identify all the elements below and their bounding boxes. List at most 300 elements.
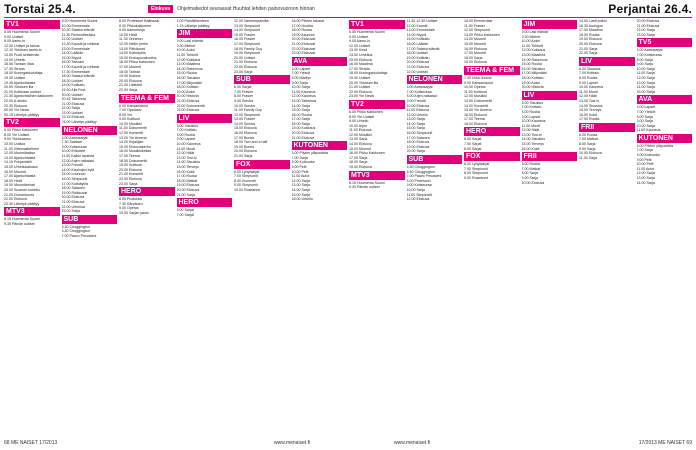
program-listing: 7.00 Sarja [291, 155, 308, 160]
program-listing: 22.00 Sarja [119, 87, 138, 92]
program-listing: 17.00 Huuttia [291, 23, 313, 28]
program-listing: 23.00 Sarja [119, 181, 138, 186]
program-listing: 14.00 Sisustus [579, 103, 603, 108]
program-listing: 13.00 Kesä [349, 48, 368, 53]
program-listing: 21.00 Lääkärit [119, 83, 142, 88]
schedule-column-thu-6 [292, 19, 348, 440]
program-listing: 15.00 Muumit [464, 41, 486, 46]
program-listing: 16.00 Musiikkikellari [119, 149, 152, 154]
program-listing: 9.00 Lapset [521, 114, 541, 119]
program-listing: 13.00 Sarja [349, 137, 368, 142]
program-listing: 20.00 Uutiset [61, 92, 83, 97]
program-listing: 7.30 Kärpänen [119, 201, 143, 206]
program-listing: 12.00 Kauneus [291, 94, 316, 99]
program-listing: 23.15 Elokuva [61, 115, 85, 120]
program-listing: 21.00 Sarja [579, 46, 598, 51]
program-listing: 12.30 Kauniit ja rohkeat [61, 41, 100, 46]
program-listing: 11.00 Autot [291, 174, 310, 179]
program-listing: 10.00 Kauneus [579, 85, 604, 90]
program-listing: 6.00 Puolukka [119, 197, 142, 202]
program-listing: 10.00 Sarja [636, 66, 655, 71]
program-listing: 22.00 Sarja [61, 106, 80, 111]
program-listing: 17.00 Muumit [119, 64, 141, 69]
program-listing: 13.00 Tosi-tv [521, 132, 542, 137]
program-listing: 11.00 Family Guy [234, 108, 262, 113]
program-listing: 22.00 Uutiset [406, 69, 428, 74]
program-listing: 14.00 Scrubs [234, 121, 256, 126]
program-listing: 6.40 Chuggington [406, 169, 435, 174]
program-listing: 17.00 Bones [234, 135, 255, 140]
schedule-column-thu-2 [62, 19, 118, 440]
program-listing: 21.00 Elokuva [176, 98, 200, 103]
program-listing: 9.00 Lasi elämät [521, 30, 548, 34]
program-listing: 15.00 Muumit [349, 146, 371, 151]
program-listing: 8.00 Ruoka [521, 109, 540, 114]
program-listing: 20.00 Historia [521, 85, 544, 90]
program-listing: 13.00 Sarja [406, 117, 425, 122]
program-listing: 18.30 Uutiset [61, 78, 83, 83]
program-listing: 14.00 Sarja [291, 188, 310, 192]
program-listing: 10.00 Uutisia [4, 142, 25, 147]
program-listing: 14.00 Sarja [636, 85, 655, 90]
program-listing: 16.00 Simpsonit [61, 177, 88, 181]
channel-header: TV5 [637, 38, 693, 47]
program-listing: 10.00 Scrubs [234, 103, 256, 108]
program-listing: 9.00 Pelit [291, 165, 307, 170]
program-listing: 10.00 Emmerdale [61, 23, 90, 28]
channel-header: TEEMA & FEM [119, 94, 175, 103]
program-listing: 19.30 Uutiset [349, 75, 371, 80]
program-listing: 12.00 Musiikki [349, 132, 372, 137]
program-listing: 9.00 Scrubs [234, 98, 254, 103]
program-listing: 16.00 Kokit [521, 146, 540, 151]
program-listing: 21.00 Elokuva [291, 135, 315, 140]
program-listing: 18.00 Two and a half [234, 140, 268, 145]
program-listing: 15.00 Luunnon [61, 172, 86, 177]
program-listing: 11.00 Sarja [636, 71, 655, 76]
program-listing: 13.00 Maailma [521, 52, 546, 57]
program-listing: 19.30 Uutiset [4, 75, 26, 80]
program-listing: 13.00 Sarja [291, 183, 310, 188]
program-listing: 19.00 Autot [521, 80, 540, 85]
program-listing: 9.00 Sarja [579, 146, 596, 151]
program-listing: 9.30 Miehet [176, 43, 196, 48]
schedule-column-fri-5 [579, 19, 635, 440]
program-listing: 9.00 Lapset [176, 137, 196, 142]
program-listing: 19.00 Kotona [119, 74, 141, 79]
program-listing: 12.00 Nellin perhe [119, 41, 149, 46]
schedule-column-fri-6 [637, 19, 693, 440]
program-listing: 9.00 Opetus [119, 206, 139, 211]
channel-header: MTV3 [4, 207, 60, 216]
program-listing: 14.00 Sarja [291, 103, 310, 108]
program-listing: 15.00 Elokuva [349, 57, 372, 62]
program-listing: 21.00 Elokuva [234, 60, 257, 65]
program-listing: 7.00 Sarja [636, 148, 653, 153]
program-listing: 18.00 Salatut elämät [61, 74, 95, 79]
program-listing: 11.00 Viittomakielinen [4, 146, 39, 151]
program-listing: 17.00 Maailma [579, 28, 603, 33]
program-listing: 20.00 Uutiset [234, 55, 256, 60]
program-listing: 7.00 Matkat [521, 166, 541, 171]
program-listing: 9.00 Pelit [636, 157, 652, 162]
program-listing: 9.00 Frendit [406, 98, 426, 103]
program-listing: 6.00 Aamusarjat [636, 48, 663, 53]
program-listing: 6.00 Lyhytsarjat [464, 162, 490, 167]
program-listing: 9.00 Urheilu [349, 119, 369, 124]
program-listing: 11.30 12.30 Uutiset [406, 19, 438, 23]
program-listing: 10.30 Salatut elämät [61, 28, 95, 33]
program-listing: 15.00 Ruoka [176, 71, 197, 76]
banner-text: Ohjelmatiedot seuraavat Huuhtat lehden painovuoroon hinnan [177, 6, 315, 12]
program-listing: 13.00 Yle Areena [119, 135, 147, 140]
program-listing: 13.00 Talkshow [291, 98, 317, 103]
program-listing: 16.00 Muumit [4, 169, 26, 174]
footer-left: 68 ME NAISET 17/2013 [4, 440, 58, 446]
program-listing: 10.00 Kauneus [521, 119, 546, 124]
footer-right: 17/2013 ME NAISET 69 [638, 440, 692, 446]
program-listing: 16.00 Kokit [579, 112, 597, 117]
program-listing: 11.00 Muoti [579, 89, 598, 94]
program-listing: 8.00 Ruoka [176, 132, 195, 137]
footer-url-left: www.menaiset.fi [274, 440, 311, 446]
channel-header: SUB [407, 155, 463, 164]
program-listing: 12.00 Kauniit [406, 23, 428, 28]
program-listing: 8.00 Arjen ratkaisut [406, 94, 438, 99]
channel-header: SUB [234, 75, 290, 84]
program-listing: 14.00 Rakennus [176, 66, 203, 71]
program-listing: 11.00 Elokuva [406, 108, 430, 113]
program-listing: 12.00 Simpsonit [234, 112, 260, 117]
program-listing: 17.00 Miljonääri [521, 71, 547, 76]
program-listing: 12.00 Arjen ratkaisut [61, 158, 95, 163]
program-listing: 19.00 Elokuva [579, 37, 602, 42]
program-listing: 10.00 Musiikki [119, 121, 142, 126]
program-listing: 17.00 Ruoka [176, 174, 197, 179]
program-listing: 15.00 Sarja [406, 126, 425, 131]
program-listing: 11.00 Kauneus [636, 128, 661, 133]
program-listing: 17.00 Sarja [349, 155, 368, 160]
program-listing: 14.00 Muumit [464, 37, 486, 42]
program-listing: 20.00 Elokuva [291, 131, 315, 136]
program-listing: 6.00 Ruoka [521, 162, 540, 167]
program-listing: 9.00 Aamurisuja [119, 28, 145, 33]
program-listing: 16.30 Auringon [579, 23, 604, 28]
program-listing: 15.00 Terveys [579, 108, 602, 113]
program-listing: 6.00 Aamusarjat [61, 135, 88, 140]
program-listing: 9.00 Kansanlaulut [464, 80, 493, 85]
program-listing: 22.00 Dokumentti [176, 103, 205, 108]
program-listing: 6.15 Huomenta Suomi [4, 217, 40, 222]
program-listing: 18.00 Kotitalo [176, 85, 199, 90]
program-listing: 20.00 Elokuva [579, 41, 602, 46]
program-listing: 20.00 Sarja [406, 149, 425, 154]
program-listing: 6.00 Pilvien yläpuolella [291, 151, 329, 156]
program-listing: 19.30 Alla Fest [61, 87, 86, 92]
program-listing: 7.00 Kotitalo [521, 105, 542, 110]
program-listing: 20.00 Elokuva [234, 149, 257, 154]
program-listing: 11.30 Onneton [119, 37, 143, 42]
program-listing: 19.00 Elokuva [176, 183, 200, 188]
program-listing: 21.00 Elokuva [406, 64, 430, 69]
program-listing: 6.40 Chuggington [61, 229, 90, 234]
program-listing: 19.00 Bones [234, 144, 255, 149]
program-listing: 21.30 Ajankohtainen kakkonen [4, 94, 53, 99]
program-listing: 17.00 Teema [119, 154, 140, 159]
program-listing: 20.00 Elokuva [119, 167, 142, 172]
program-listing: 10.00 Pelit [636, 162, 654, 167]
program-listing: 14.00 Konsertti [464, 103, 489, 108]
program-listing: 22.00 Elokuva [119, 177, 142, 181]
program-listing: 22.00 Elokuva [234, 64, 257, 69]
program-listing: 23.30 Lähetys päättyy [4, 201, 40, 206]
day-title-thursday: Torstai 25.4. [4, 2, 76, 16]
channel-header: HERO [177, 198, 233, 207]
channel-header: TV2 [349, 100, 405, 109]
program-listing: 19.00 Kokkaus [291, 126, 316, 131]
program-listing: 6.00 Ruoka [579, 132, 598, 137]
program-listing: 11.00 Sarja [579, 155, 598, 160]
program-listing: 13.00 Puoli seitsemän [4, 52, 40, 57]
program-listing: 6.00 Pikku Kakkonen [4, 128, 38, 133]
program-listing: 15.00 Yle Areena [464, 108, 492, 113]
program-listing: 9.05 Aamu-tv [349, 39, 371, 44]
program-listing: 6.00 Sarjat [176, 208, 194, 213]
program-listing: 8.00 Yle Uutiset [349, 114, 375, 119]
program-listing: 16.00 Kokit [176, 169, 195, 174]
program-listing: 11.00 Tohtorit [521, 43, 543, 48]
program-listing: 9.30 Miehet [521, 34, 541, 39]
program-listing: 13.00 Tosi-tv [579, 98, 600, 103]
program-listing: 20.00 Elokuvat [291, 37, 316, 42]
program-listing: 7.00 Paavo Pesusieni [406, 174, 442, 179]
program-listing: 14.00 Sisustus [176, 160, 201, 165]
program-listing: 19.00 Simpsonit [234, 51, 260, 56]
program-listing: 17.00 Ajankohtaista [4, 174, 36, 179]
program-listing: 15.00 Sarja [291, 108, 310, 113]
program-listing: 13.00 Emmerdale [406, 28, 435, 33]
program-listing: 12.00 Häät [521, 128, 540, 133]
program-listing: 19.00 Elokuva [464, 60, 487, 65]
program-listing: 21.00 Docventures [4, 192, 35, 197]
program-listing: 13.00 Dokumentti [464, 98, 493, 103]
banner-tag: Elokuva [148, 5, 173, 13]
program-listing: 10.00 Arjen [349, 123, 368, 128]
program-listing: 8.00 Professori Balthazar [119, 19, 160, 23]
program-listing: 18.00 Dokumentti [119, 158, 148, 163]
program-listing: 15.00 Urheilukatsaus [4, 165, 38, 170]
program-listing: 21.00 Elokuva [61, 101, 85, 106]
program-listing: 10.00 Kauneus [176, 142, 201, 147]
program-listing: 7.00 Opetustv [119, 108, 142, 113]
schedule-column-thu-1 [4, 19, 60, 440]
program-listing: 20.00 Ykkösen ilta [349, 80, 379, 85]
program-listing: 18.00 Satanen [61, 186, 85, 191]
program-listing: 8.00 Sarjat [464, 146, 482, 151]
program-listing: 12.00 Sarja [636, 75, 655, 80]
program-listing: 15.00 Sarja [291, 192, 310, 197]
program-listing: 9.00 Kotiseuraa [406, 183, 432, 188]
channel-header: LIV [579, 57, 635, 66]
program-listing: 6.00 Lyhytsarjat [234, 169, 260, 174]
program-listing: 8.00 Simpsonit [464, 171, 488, 176]
program-listing: 16.00 Sisustus [521, 66, 546, 71]
channel-header: JIM [522, 20, 578, 29]
program-listing: 18.00 Matkat [176, 178, 198, 183]
program-listing: 7.00 Matkat [579, 137, 598, 142]
program-listing: 18.00 Kuningaskuluttaja [349, 71, 388, 76]
schedule-column-fri-3 [464, 19, 520, 440]
program-listing: 11.00 Tohtorit [176, 52, 198, 57]
program-listing: 10.00 Sarja [406, 188, 425, 192]
program-listing: 16.00 Simpsonit [406, 131, 433, 136]
program-listing: 14.00 Sarja [636, 180, 655, 185]
channel-header: FRII [522, 152, 578, 161]
program-listing: 7.00 Simpsonit [464, 166, 488, 171]
program-listing: 11.30 Remonttireiska [61, 32, 96, 37]
program-listing: 01.00 Lähetys päättyy [61, 120, 97, 125]
program-listing: 7.00 Yleisöt [636, 109, 656, 114]
program-listing: 9.00 Sarja [291, 80, 308, 85]
program-listing: 15.00 Terveys [521, 142, 544, 147]
program-listing: 8.00 Sarja [579, 142, 596, 147]
program-listing: 16.00 Sisustus [176, 75, 201, 80]
program-listing: 8.00 Kummeli [234, 178, 256, 183]
program-listing: 16.00 Pikku Kakkonen [349, 151, 385, 156]
channel-header: TV1 [4, 20, 60, 29]
program-listing: 9.00 Uutiset [349, 34, 369, 39]
program-listing: 10.00 Elokuva [406, 103, 430, 108]
channel-header: SUB [62, 215, 118, 224]
program-listing: 00.15 Lähetys päättyy [4, 112, 40, 117]
program-listing: 19.00 Elokuva [406, 144, 430, 149]
program-listing: 14.00 Kotinäytös [119, 51, 146, 56]
program-listing: 15.00 Terveys [176, 165, 199, 170]
program-listing: 20.00 Elokuva [61, 195, 85, 200]
program-listing: 16.00 Lääkäri [406, 41, 429, 46]
program-listing: 19.00 Kotikatu [61, 83, 85, 88]
program-listing: 15.00 Elokuvakerho [119, 144, 151, 149]
program-listing: 00.05 Yle News [4, 108, 30, 113]
program-listing: 10.00 Emmerdale [464, 19, 493, 23]
program-listing: 12.00 Häät [176, 151, 195, 156]
program-listing: 5.55 Huomenta Suomi [4, 30, 40, 34]
program-listing: 16.00 Elokuva [464, 46, 487, 51]
schedule-column-fri-2 [407, 19, 463, 440]
program-listing: 8.00 Professori [406, 178, 431, 183]
program-listing: 12.00 Musiikki [464, 94, 487, 99]
program-listing: 11.00 Kulttuuri [464, 89, 487, 94]
schedule-columns [4, 19, 692, 440]
program-listing: 12.00 Urheilu [406, 112, 428, 117]
channel-header: TEEMA & FEM [464, 66, 520, 75]
program-listing: 8.00 Ruoka [579, 75, 598, 80]
program-listing: 12.00 Konsertti [119, 131, 144, 136]
program-listing: 22.30 Elokuva [4, 103, 27, 108]
program-listing: 10.00 Erikoiset [61, 149, 86, 154]
program-listing: 12.00 Häät [579, 94, 597, 99]
program-listing: 17.00 Kotinäytös [61, 181, 89, 186]
program-listing: 9.00 Kulttuuri [119, 117, 141, 122]
program-listing: 17.00 Miljonääri [176, 80, 202, 85]
program-listing: 9.30 Päivän uutiset [349, 185, 380, 190]
program-listing: 7.00 Yleisöt [291, 71, 311, 76]
program-listing: 9.00 Kotiseuraa [61, 144, 87, 149]
program-listing: 12.00 Uutiset [61, 37, 83, 42]
program-listing: 20.45 Talkshow [61, 97, 87, 102]
program-listing: 10.00 Heidi [119, 32, 138, 37]
program-listing: 6.00 Pilvien yläpuolella [636, 143, 674, 148]
program-listing: 22.00 Sarja [579, 51, 598, 56]
program-listing: 7.00 Kotiseuraa [636, 52, 662, 57]
program-listing: 13.00 Tosi-tv [176, 155, 197, 160]
program-listing: 6.00 Sisustus [521, 100, 544, 105]
program-listing: 19.00 Asunnot [291, 32, 315, 37]
program-listing: 10.00 Sarjan jakso [119, 210, 149, 215]
program-listing: 17.00 Kauniit ja rohkeat [61, 64, 100, 69]
program-listing: 13.00 Päiväunet [119, 46, 145, 51]
program-listing: 11.00 Frasier [464, 23, 485, 28]
program-listing: 11.00 Simpsonit [406, 192, 433, 197]
program-listing: 18.00 Family Guy [234, 46, 263, 51]
channel-header: MTV3 [349, 171, 405, 180]
program-listing: 7.00 Sarjat [176, 212, 194, 217]
program-listing: 7.00 Simpsonit [234, 174, 258, 179]
channel-header: HERO [119, 187, 175, 196]
program-listing: 20.00 Elokuva [176, 188, 200, 192]
program-listing: 11.00 Kaikki lapsista [61, 154, 94, 159]
program-listing: 18.00 Sarja [349, 160, 368, 165]
program-listing: 11.00 Kauneus [291, 89, 316, 94]
program-listing: 13.00 Frasier [234, 117, 256, 122]
program-listing: 9.00 Roseanne [464, 176, 489, 181]
program-listing: 14.00 Kirjailijan [119, 140, 144, 145]
program-listing: 23.00 Sarja [61, 209, 80, 214]
program-listing: 23.00 Uutiset [61, 110, 83, 115]
program-listing: 20.00 Elokuva [406, 60, 430, 65]
program-listing: 9.00 Ykkösaamu [4, 137, 31, 142]
schedule-column-thu-4 [177, 19, 233, 440]
program-listing: 16.00 Elokuva [234, 131, 257, 136]
program-listing: 17.00 Simpsonit [234, 41, 260, 46]
program-listing: 19.00 Roikkuvat [61, 190, 88, 195]
channel-header: FRII [579, 123, 635, 132]
program-listing: 10.00 Sarja [636, 123, 655, 128]
program-listing: 15.00 Sarja [636, 89, 655, 94]
program-listing: 14.00 Rakennus [521, 57, 548, 62]
program-listing: 17.00 Satanen [406, 135, 430, 140]
program-listing: 20.00 Suomen kotietsi [4, 188, 40, 192]
program-listing: 8.00 Sarja [636, 114, 653, 119]
channel-header: KUTONEN [637, 134, 693, 143]
program-listing: 21.00 Sarja [234, 154, 253, 159]
program-listing: 7.00 Kotitalo [176, 128, 197, 133]
program-listing: 12.10 Ykkösen aamu-tv [4, 48, 42, 53]
program-listing: 16.00 Tarinani [61, 60, 85, 65]
program-listing: 16.00 Elokuva [464, 112, 487, 117]
program-listing: 12.00 Sarja [636, 171, 655, 176]
program-listing: 18.00 Heidi [4, 178, 23, 183]
program-listing: 18.00 Tarinat [119, 69, 140, 74]
program-listing: 7.00 Sarjat [464, 142, 482, 147]
program-listing: 7.00 Kotitalo [579, 71, 599, 76]
program-listing: 18.00 Uutiset [406, 51, 428, 56]
program-listing: 11.00 Autot [636, 166, 655, 171]
channel-header: AVA [637, 95, 693, 104]
channel-header: LIV [177, 114, 233, 123]
program-listing: 6.00 Lapset [636, 105, 656, 110]
program-listing: 12.00 Vanhempainilta [234, 19, 269, 23]
